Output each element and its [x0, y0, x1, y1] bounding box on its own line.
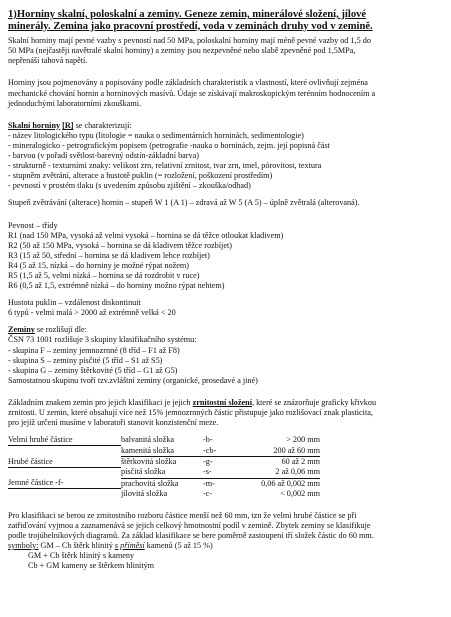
table-cell-name: písčitá složka [121, 467, 203, 478]
list-item: ČSN 73 1001 rozlišuje 3 skupiny klasifikačního systému: [8, 335, 197, 345]
table-cell-code: -cb- [203, 446, 248, 457]
list-item: R4 (5 až 15, nízká – do horniny je možné rýpat nožem) [8, 260, 189, 270]
soils-heading-title: Zeminy [8, 325, 35, 335]
text-line: podle trojúhelníkových diagramů. Za základ klasifikace se bere poměrně zastoupení tří složek částic do 60 mm. [8, 531, 374, 541]
list-item: - skupina F – zeminy jemnozrnné (8 tříd – F1 až F8) [8, 345, 180, 355]
title-line-2: minerály. Zemina jako pracovní prostředí, voda v zeminách druhy vod v zemině. [8, 20, 373, 32]
grain-pre: Základním znakem zemin pro jejich klasifikaci je jejich [8, 397, 193, 407]
text-line: zatřiďování vyjmou a zaznamenává se jejich celkový hmotnostní podíl v zemině. Zbytek zeminy se klasifikuje [8, 521, 371, 530]
table-cell-range: 200 až 60 mm [248, 446, 320, 457]
text-line: zrnitosti. U zemin, které obsahují více než 15% jemnozrnných částic přistupuje jako rozlišovací znak plasticita, [8, 408, 373, 417]
table-row [8, 446, 320, 457]
list-item: - barvou (v pořadí světlost-barevný odstín-základní barva) [8, 151, 199, 161]
symbols-line-2: GM + Cb štěrk hlinitý s kameny [28, 551, 135, 561]
text-line: 50 MPa (nejčastěji navětralé skalní horniny) a zeminy jsou nezpevněné nebo slabě zpevněné pod 1,5MPa, [8, 46, 356, 56]
symbols-text: GM – Cb štěrk hlinitý [38, 541, 115, 551]
rocks-section [8, 121, 441, 192]
table-cell-code: -g- [203, 457, 213, 467]
list-item: Samostatnou skupinu tvoří tzv.zvláštní zeminy (organické, prosedavé a jiné) [8, 375, 258, 385]
joints-line: 6 typů - velmi malá > 2000 až extrémně velká < 20 [8, 308, 176, 318]
classification-paragraph [8, 511, 441, 572]
table-cell-range: < 0,002 mm [280, 488, 320, 498]
table-cell-name: kamenitá složka [121, 446, 203, 457]
soils-heading [8, 325, 441, 335]
soils-heading-rest: se rozlišují dle: [34, 325, 87, 335]
grain-paragraph [8, 398, 441, 428]
table-cell-name: štěrkovitá složka [121, 457, 177, 467]
table-cell-name: balvanitá složka [121, 435, 174, 445]
grain-bold: zrnitostní složení [192, 397, 252, 407]
document-page [8, 9, 441, 578]
table-cell-code: -s- [203, 467, 248, 478]
table-cell-range: 2 až 0,06 mm [248, 467, 320, 478]
text-line: jednoduchými laboratorními zkouškami. [8, 98, 142, 108]
table-row [8, 478, 320, 489]
list-item: R1 (nad 150 MPa, vysoká až velmi vysoká – hornina se dá těžce otloukat kladivem) [8, 230, 284, 240]
joints-heading: Hustota puklin – vzdálenost diskontinuit [8, 298, 141, 308]
list-item: R6 (0,5 až 1,5, extrémně nízká – do horniny možno rýpat nehtem) [8, 281, 225, 291]
strength-heading: Pevnost – třídy [8, 220, 58, 230]
fractions-table [8, 435, 320, 499]
table-cell-group [8, 489, 121, 499]
text-line: Horniny jsou pojmenovány a popisovány podle základních charakteristik a vlastností, které ovlivňují zejména [8, 78, 368, 88]
symbols-text-post: kamenů (5 až 15 %) [144, 541, 213, 551]
table-cell-group [8, 446, 121, 457]
intro-paragraph [8, 36, 441, 66]
text-line: mechanické chování hornin a horninových masívů. Údaje se získávají makroskopickým terénním hodnocením a [8, 88, 376, 98]
list-item: - mineralogicko - petrografickým popisem (petrografie -nauka o horninách, zejm. její popisná část [8, 140, 330, 150]
table-cell-group: Hrubé částice [8, 457, 121, 468]
list-item: - skupina S – zeminy písčité (5 tříd – S1 až S5) [8, 355, 163, 365]
list-item: - stupněm zvětrání, alterace a hustotě puklin (= rozložení, poškození prostředím) [8, 171, 273, 181]
rocks-heading [8, 121, 441, 131]
joints-section [8, 298, 441, 318]
table-cell-group: Velmi hrubé částice [8, 435, 121, 446]
table-cell-range: 60 až 2 mm [281, 457, 320, 467]
text-line: nepřenáší tahová napětí. [8, 56, 88, 66]
naming-paragraph [8, 78, 441, 108]
list-item: R3 (15 až 50, střední – hornina se dá kladivem lehce rozbíjet) [8, 250, 210, 260]
table-row [8, 467, 320, 478]
table-cell-code: -b- [203, 435, 213, 445]
rocks-marker: [R] [62, 120, 74, 130]
list-item: - skupina G – zeminy štěrkovité (5 tříd – G1 až G5) [8, 365, 178, 375]
rocks-heading-rest: se charakterizují: [73, 120, 132, 130]
list-item: R5 (1,5 až 5, velmi nízká – hornina se dá rozdrobit v ruce) [8, 270, 200, 280]
weathering-line [8, 198, 441, 208]
table-cell-range: > 200 mm [286, 435, 320, 445]
table-cell-name: jílovitá složka [121, 488, 168, 498]
text-line: Pro klasifikaci se berou ze zrnitostního rozboru částice menší než 60 mm, tzn že velmi hrubé částice se při [8, 510, 357, 520]
text-line: Skalní horniny mají pevné vazby s pevností nad 50 MPa, poloskalní horniny mají méně pevné vazby od 1,5 do [8, 36, 371, 46]
table-row [8, 489, 320, 499]
symbols-line-3: Cb + GM kameny se štěrkem hlinitým [28, 561, 155, 571]
table-cell-group: Jemné částice -f- [8, 478, 121, 489]
document-title [8, 9, 441, 32]
grain-post: , které se znázorňuje graficky křivkou [251, 397, 377, 407]
rocks-heading-title: Skalní horniny [8, 120, 61, 130]
table-cell-code: -m- [203, 478, 215, 488]
table-row [8, 457, 320, 468]
text-line: pro jejíž určení musíme v laboratoři stanovit konzistenční meze. [8, 418, 219, 428]
symbols-line-1 [8, 541, 441, 551]
list-item: - název litologického typu (litologie = nauka o sedimentárních horninách, sedimentologie) [8, 130, 304, 140]
table-cell-code: -c- [203, 488, 213, 498]
strength-section [8, 221, 441, 292]
soils-section [8, 325, 441, 386]
title-line-1: 1)Horniny skalní, poloskalní a zeminy. Geneze zemin, minerálové složení, jílové [8, 9, 367, 20]
text-line [8, 398, 441, 408]
symbols-italic: s příměsí [114, 541, 145, 551]
list-item: R2 (50 až 150 MPa, vysoká – hornina se dá kladivem těžce rozbíjet) [8, 240, 232, 250]
text-line: Stupeň zvětrávání (alterace) hornin – stupeň W 1 (A 1) – zdravá až W 5 (A 5) – úplně zvětralá (alterovaná). [8, 198, 360, 208]
table-cell-group [8, 467, 121, 478]
list-item: - strukturně - texturními znaky: velikost zrn, relativní zrnitost, tvar zrn, tmel, pórovitost, textura [8, 161, 322, 171]
symbols-label: symboly: [8, 541, 39, 551]
table-row [8, 435, 320, 446]
list-item: - pevností v prostém tlaku (s uvedením způsobu zjištění – zkouška/odhad) [8, 181, 251, 191]
table-cell-range: 0,06 až 0,002 mm [261, 478, 320, 488]
table-cell-name: prachovitá složka [121, 478, 179, 488]
